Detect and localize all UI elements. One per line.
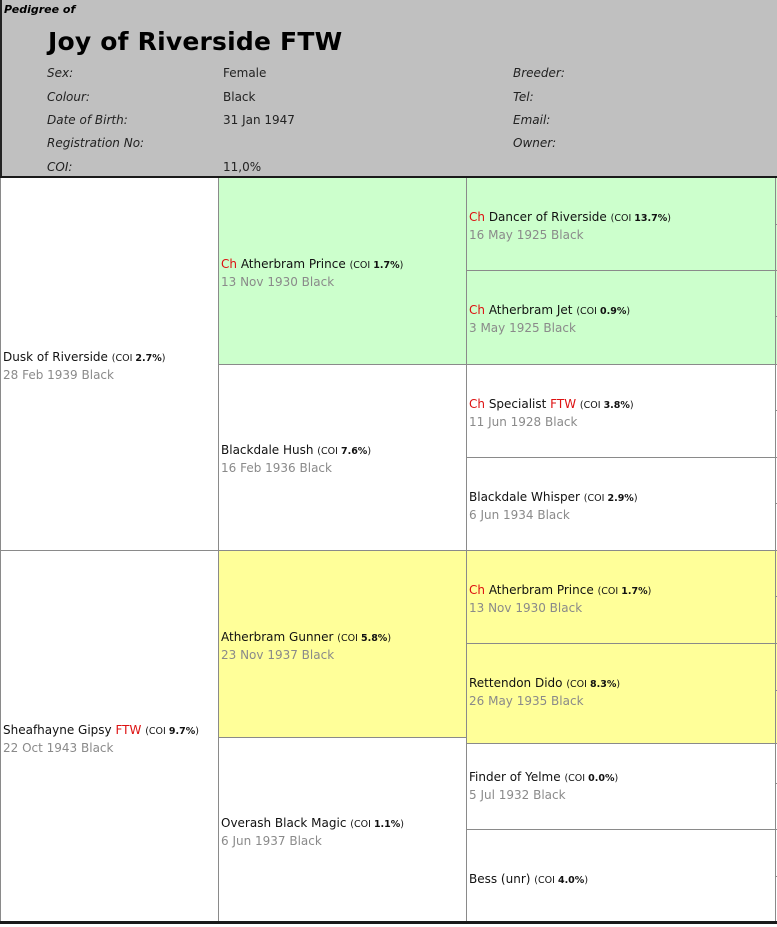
registration-label: Registration No: bbox=[47, 136, 145, 150]
owner-label: Owner: bbox=[513, 136, 557, 150]
title-prefix: Ch bbox=[469, 583, 485, 597]
coi-tag: (COI 0.9%) bbox=[576, 306, 631, 317]
sss-entry[interactable] bbox=[469, 209, 671, 243]
title-prefix: Ch bbox=[469, 397, 485, 411]
sex-value: Female bbox=[223, 66, 267, 80]
grid-line bbox=[466, 457, 777, 458]
dog-details: 6 Jun 1937 Black bbox=[221, 834, 322, 848]
dog-name[interactable]: Atherbram Prince bbox=[240, 257, 346, 271]
dog-details: 22 Oct 1943 Black bbox=[3, 741, 114, 755]
dam-sire-parents-cell bbox=[466, 550, 777, 743]
breeder-label: Breeder: bbox=[513, 66, 565, 80]
colour-value: Black bbox=[223, 90, 256, 104]
dam-entry[interactable] bbox=[3, 722, 199, 756]
email-label: Email: bbox=[513, 113, 551, 127]
dob-label: Date of Birth: bbox=[47, 113, 128, 127]
dog-name[interactable]: Bess (unr) bbox=[469, 872, 531, 886]
coi-tag: (COI 5.8%) bbox=[337, 633, 392, 644]
dog-details: 11 Jun 1928 Black bbox=[469, 415, 578, 429]
sex-label: Sex: bbox=[47, 66, 74, 80]
dog-name[interactable]: Blackdale Whisper bbox=[469, 490, 580, 504]
sds-entry[interactable] bbox=[469, 396, 634, 430]
tel-label: Tel: bbox=[513, 90, 534, 104]
dog-name[interactable]: Atherbram Prince bbox=[488, 583, 594, 597]
dog-details: 13 Nov 1930 Black bbox=[469, 601, 583, 615]
title-suffix: FTW bbox=[550, 397, 577, 411]
coi-tag: (COI 7.6%) bbox=[317, 446, 372, 457]
coi-tag: (COI 1.7%) bbox=[597, 586, 652, 597]
dog-name[interactable]: Finder of Yelme bbox=[469, 770, 561, 784]
coi-tag: (COI 2.7%) bbox=[111, 353, 166, 364]
dog-name[interactable]: Dusk of Riverside bbox=[3, 350, 108, 364]
dog-name[interactable]: Rettendon Dido bbox=[469, 676, 563, 690]
dog-name[interactable]: Atherbram Gunner bbox=[221, 630, 334, 644]
sire-entry[interactable] bbox=[3, 349, 166, 383]
coi-tag: (COI 1.7%) bbox=[349, 260, 404, 271]
coi-tag: (COI 4.0%) bbox=[534, 875, 589, 886]
sire-sire-entry[interactable] bbox=[221, 256, 403, 290]
dog-details: 23 Nov 1937 Black bbox=[221, 648, 335, 662]
coi-tag: (COI 3.8%) bbox=[579, 400, 634, 411]
pedigree-header bbox=[0, 0, 777, 176]
title-prefix: Ch bbox=[469, 303, 485, 317]
dog-name[interactable]: Blackdale Hush bbox=[221, 443, 314, 457]
coi-value: 11,0% bbox=[223, 160, 262, 174]
dog-name[interactable]: Atherbram Jet bbox=[488, 303, 573, 317]
coi-tag: (COI 2.9%) bbox=[583, 493, 638, 504]
grid-line bbox=[466, 829, 777, 830]
dog-name[interactable]: Dancer of Riverside bbox=[488, 210, 607, 224]
title-suffix: FTW bbox=[115, 723, 142, 737]
coi-tag: (COI 8.3%) bbox=[566, 679, 621, 690]
colour-label: Colour: bbox=[47, 90, 90, 104]
dss-entry[interactable] bbox=[469, 582, 651, 616]
dog-name[interactable]: Overash Black Magic bbox=[221, 816, 347, 830]
grid-line bbox=[466, 643, 777, 644]
footer-divider bbox=[0, 921, 777, 924]
grid-line bbox=[0, 550, 777, 551]
dog-name-title: Joy of Riverside FTW bbox=[48, 27, 343, 56]
dog-details: 5 Jul 1932 Black bbox=[469, 788, 566, 802]
coi-label: COI: bbox=[47, 160, 73, 174]
coi-tag: (COI 9.7%) bbox=[145, 726, 199, 737]
coi-tag: (COI 13.7%) bbox=[610, 213, 671, 224]
grid-line bbox=[218, 737, 466, 738]
dds-entry[interactable] bbox=[469, 769, 618, 803]
sire-dam-entry[interactable] bbox=[221, 442, 371, 476]
dog-name[interactable]: Specialist bbox=[488, 397, 547, 411]
dam-dam-entry[interactable] bbox=[221, 815, 404, 849]
dog-name[interactable]: Sheafhayne Gipsy bbox=[3, 723, 112, 737]
ddd-entry[interactable] bbox=[469, 871, 588, 889]
dam-sire-entry[interactable] bbox=[221, 629, 391, 663]
title-prefix: Ch bbox=[221, 257, 237, 271]
ssd-entry[interactable] bbox=[469, 302, 630, 336]
coi-tag: (COI 1.1%) bbox=[350, 819, 405, 830]
grid-line bbox=[466, 270, 777, 271]
sdd-entry[interactable] bbox=[469, 489, 638, 523]
dog-details: 13 Nov 1930 Black bbox=[221, 275, 335, 289]
grid-line bbox=[466, 743, 777, 744]
grid-line bbox=[218, 364, 777, 365]
dog-details: 16 May 1925 Black bbox=[469, 228, 584, 242]
dog-details: 16 Feb 1936 Black bbox=[221, 461, 332, 475]
coi-tag: (COI 0.0%) bbox=[564, 773, 619, 784]
dsd-entry[interactable] bbox=[469, 675, 620, 709]
sire-sire-parents-cell bbox=[466, 178, 777, 364]
title-prefix: Ch bbox=[469, 210, 485, 224]
dog-details: 3 May 1925 Black bbox=[469, 321, 576, 335]
dog-details: 28 Feb 1939 Black bbox=[3, 368, 114, 382]
dog-details: 26 May 1935 Black bbox=[469, 694, 584, 708]
dog-details: 6 Jun 1934 Black bbox=[469, 508, 570, 522]
dob-value: 31 Jan 1947 bbox=[223, 113, 295, 127]
pedigree-of-label: Pedigree of bbox=[4, 3, 76, 16]
